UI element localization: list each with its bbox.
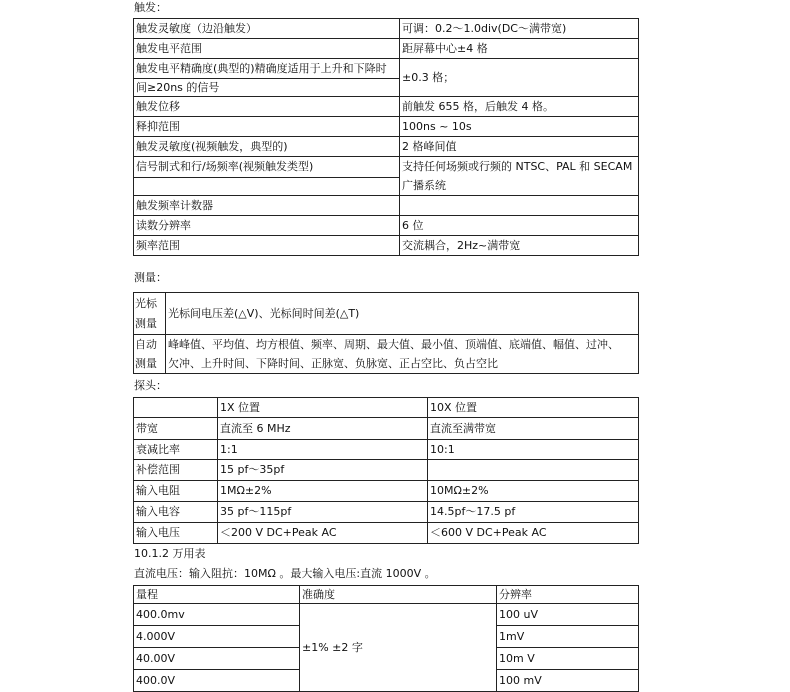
trigger-row (134, 59, 639, 79)
probe-value: 1MΩ±2% (218, 481, 428, 502)
trigger-value: 前触发 655 格，后触发 4 格。 (400, 97, 639, 117)
mm-range: 400.0V (134, 670, 300, 692)
trigger-value: 距屏幕中心±4 格 (400, 39, 639, 59)
probe-header-cell: 1X 位置 (218, 398, 428, 418)
probe-value: 10:1 (428, 440, 639, 460)
probe-row (134, 460, 639, 481)
probe-row (134, 418, 639, 440)
probe-header-cell: 10X 位置 (428, 398, 639, 418)
mm-accuracy: ±1% ±2 字 (300, 604, 497, 692)
trigger-param: 间≥20ns 的信号 (134, 79, 400, 97)
probe-value (428, 460, 639, 481)
probe-value: 15 pf～35pf (218, 460, 428, 481)
mm-resolution: 100 mV (497, 670, 639, 692)
multimeter-section-title: 10.1.2 万用表 (134, 547, 206, 560)
trigger-table (133, 18, 639, 256)
trigger-param: 信号制式和行/场频率(视频触发类型) (134, 157, 400, 178)
probe-value: ＜200 V DC+Peak AC (218, 523, 428, 544)
mm-header-range: 量程 (134, 586, 300, 604)
probe-header-cell (134, 398, 218, 418)
probe-param: 输入电容 (134, 502, 218, 523)
multimeter-table (133, 585, 639, 692)
trigger-param: 触发电平精确度(典型的)精确度适用于上升和下降时 (134, 59, 400, 79)
probe-value: ＜600 V DC+Peak AC (428, 523, 639, 544)
trigger-value: 可调：0.2～1.0div(DC～满带宽) (400, 19, 639, 39)
probe-title: 探头： (134, 379, 167, 392)
probe-value: 14.5pf～17.5 pf (428, 502, 639, 523)
trigger-row (134, 137, 639, 157)
trigger-value: 100ns ~ 10s (400, 117, 639, 137)
probe-param: 带宽 (134, 418, 218, 440)
trigger-row (134, 97, 639, 117)
probe-param: 补偿范围 (134, 460, 218, 481)
probe-param: 输入电压 (134, 523, 218, 544)
trigger-value: 6 位 (400, 216, 639, 236)
measure-table (133, 292, 639, 374)
auto-measure-label: 自动 测量 (134, 335, 166, 374)
probe-value: 直流至 6 MHz (218, 418, 428, 440)
trigger-row (134, 236, 639, 256)
trigger-param (134, 177, 400, 195)
auto-measure-value: 峰峰值、平均值、均方根值、频率、周期、最大值、最小值、顶端值、底端值、幅值、过冲、 欠冲、上升时间、下降时间、正脉宽、负脉宽、正占空比、负占空比 (166, 335, 639, 374)
mm-range: 4.000V (134, 626, 300, 648)
probe-row (134, 481, 639, 502)
probe-row (134, 440, 639, 460)
trigger-value: 支持任何场频或行频的 NTSC、PAL 和 SECAM 广播系统 (400, 157, 639, 196)
trigger-title: 触发： (134, 1, 167, 14)
trigger-param: 触发灵敏度（边沿触发） (134, 19, 400, 39)
probe-value: 10MΩ±2% (428, 481, 639, 502)
mm-resolution: 10m V (497, 648, 639, 670)
trigger-param: 释抑范围 (134, 117, 400, 137)
trigger-value: 2 格峰间值 (400, 137, 639, 157)
trigger-value (400, 196, 639, 216)
trigger-row (134, 216, 639, 236)
mm-resolution: 1mV (497, 626, 639, 648)
probe-row (134, 502, 639, 523)
trigger-value: 交流耦合，2Hz~满带宽 (400, 236, 639, 256)
trigger-row (134, 196, 639, 216)
probe-value: 35 pf～115pf (218, 502, 428, 523)
mm-resolution: 100 uV (497, 604, 639, 626)
mm-range: 40.00V (134, 648, 300, 670)
trigger-row (134, 39, 639, 59)
trigger-param: 读数分辨率 (134, 216, 400, 236)
trigger-param: 触发位移 (134, 97, 400, 117)
probe-value: 1:1 (218, 440, 428, 460)
mm-header-accuracy: 准确度 (300, 586, 497, 604)
trigger-param: 触发电平范围 (134, 39, 400, 59)
trigger-row (134, 19, 639, 39)
trigger-param: 触发频率计数器 (134, 196, 400, 216)
mm-range: 400.0mv (134, 604, 300, 626)
trigger-value: ±0.3 格； (400, 59, 639, 97)
probe-table (133, 397, 639, 544)
dc-voltage-spec: 直流电压：输入阻抗：10MΩ 。最大输入电压:直流 1000V 。 (134, 567, 436, 580)
probe-param: 衰减比率 (134, 440, 218, 460)
trigger-param: 频率范围 (134, 236, 400, 256)
trigger-row (134, 157, 639, 178)
measure-title: 测量： (134, 271, 167, 284)
mm-header-resolution: 分辨率 (497, 586, 639, 604)
trigger-row (134, 117, 639, 137)
probe-value: 直流至满带宽 (428, 418, 639, 440)
cursor-measure-value: 光标间电压差(△V)、光标间时间差(△T) (166, 293, 639, 335)
cursor-measure-label: 光标 测量 (134, 293, 166, 335)
trigger-param: 触发灵敏度(视频触发，典型的) (134, 137, 400, 157)
probe-row (134, 523, 639, 544)
probe-param: 输入电阻 (134, 481, 218, 502)
